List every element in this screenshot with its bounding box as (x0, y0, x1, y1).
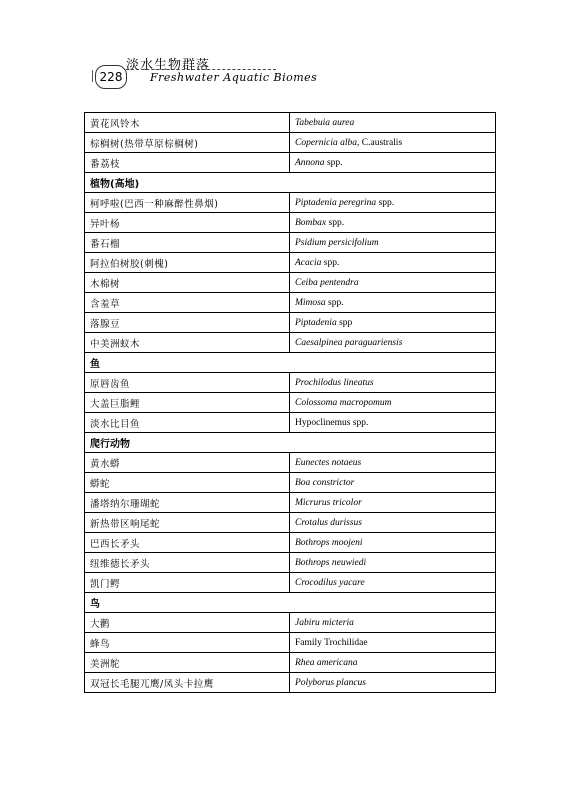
section-header-row (85, 353, 496, 373)
running-title-english: Freshwater Aquatic Biomes (150, 71, 318, 84)
scientific-name-italic: Jabiru micteria (295, 617, 354, 628)
scientific-name-roman: Family Trochilidae (295, 637, 368, 648)
scientific-name-italic: Crotalus durissus (295, 517, 362, 528)
table-row (85, 313, 496, 333)
common-name-cell: 纽维德长矛头 (85, 553, 290, 573)
scientific-name-italic: Tabebuia aurea (295, 117, 355, 128)
table-row (85, 573, 496, 593)
scientific-name-roman: spp. (376, 197, 395, 208)
scientific-name-cell (290, 613, 496, 633)
scientific-name-italic: Caesalpinea paraguariensis (295, 337, 403, 348)
common-name-cell: 美洲鸵 (85, 653, 290, 673)
scientific-name-cell (290, 653, 496, 673)
table-row (85, 293, 496, 313)
scientific-name-italic: Copernicia alba (295, 137, 358, 148)
common-name-cell: 落腺豆 (85, 313, 290, 333)
scientific-name-cell (290, 453, 496, 473)
common-name-cell: 番荔枝 (85, 153, 290, 173)
header-dashed-rule (126, 69, 276, 70)
scientific-name-cell (290, 113, 496, 133)
scientific-name-cell (290, 553, 496, 573)
running-title-chinese: 淡水生物群落 (126, 58, 211, 73)
table-row (85, 213, 496, 233)
table-row (85, 653, 496, 673)
table-row (85, 193, 496, 213)
table-row (85, 393, 496, 413)
scientific-name-italic: Rhea americana (295, 657, 358, 668)
scientific-name-cell (290, 333, 496, 353)
common-name-cell: 巴西长矛头 (85, 533, 290, 553)
scientific-name-cell (290, 573, 496, 593)
common-name-cell: 番石榴 (85, 233, 290, 253)
scientific-name-cell (290, 513, 496, 533)
page-number: 228 (95, 65, 127, 89)
common-name-cell: 淡水比目鱼 (85, 413, 290, 433)
scientific-name-roman: Hypoclinemus spp. (295, 417, 369, 428)
header-rule (92, 70, 93, 82)
scientific-name-cell (290, 153, 496, 173)
common-name-cell: 棕榈树(热带草原棕榈树) (85, 133, 290, 153)
scientific-name-cell (290, 493, 496, 513)
scientific-name-cell (290, 533, 496, 553)
table-row (85, 473, 496, 493)
scientific-name-cell (290, 133, 496, 153)
table-row (85, 453, 496, 473)
common-name-cell: 含羞草 (85, 293, 290, 313)
table-row (85, 613, 496, 633)
scientific-name-cell (290, 413, 496, 433)
common-name-cell: 蜂鸟 (85, 633, 290, 653)
scientific-name-italic: Psidium persicifolium (295, 237, 379, 248)
scientific-name-roman: spp. (325, 297, 344, 308)
section-header-row (85, 173, 496, 193)
table-row (85, 113, 496, 133)
section-header-row (85, 593, 496, 613)
scientific-name-italic: Colossoma macropomum (295, 397, 392, 408)
scientific-name-cell (290, 393, 496, 413)
common-name-cell: 木棉树 (85, 273, 290, 293)
table-row (85, 273, 496, 293)
table-row (85, 533, 496, 553)
scientific-name-italic: Prochilodus lineatus (295, 377, 374, 388)
table-row (85, 493, 496, 513)
scientific-name-cell (290, 473, 496, 493)
table-row (85, 413, 496, 433)
scientific-name-italic: Eunectes notaeus (295, 457, 362, 468)
scientific-name-italic: Acacia (295, 257, 322, 268)
common-name-cell: 潘塔纳尔珊瑚蛇 (85, 493, 290, 513)
scientific-name-roman: spp (336, 317, 353, 328)
section-label: 鸟 (85, 593, 496, 613)
common-name-cell: 中美洲蚁木 (85, 333, 290, 353)
scientific-name-cell (290, 633, 496, 653)
scientific-name-italic: Micrurus tricolor (295, 497, 362, 508)
scientific-name-italic: Annona (295, 157, 325, 168)
scientific-name-italic: Piptadenia (295, 317, 337, 328)
table-row (85, 253, 496, 273)
common-name-cell: 黄花风铃木 (85, 113, 290, 133)
scientific-name-roman: spp. (326, 217, 345, 228)
common-name-cell: 新热带区响尾蛇 (85, 513, 290, 533)
table-row (85, 153, 496, 173)
scientific-name-italic: Polyborus plancus (295, 677, 366, 688)
scientific-name-cell (290, 253, 496, 273)
table-row (85, 233, 496, 253)
common-name-cell: 凯门鳄 (85, 573, 290, 593)
section-label: 植物(高地) (85, 173, 496, 193)
common-name-cell: 原唇齿鱼 (85, 373, 290, 393)
table-row (85, 673, 496, 693)
scientific-name-roman: spp. (321, 257, 340, 268)
scientific-name-italic: Crocodilus yacare (295, 577, 365, 588)
table-row (85, 553, 496, 573)
scientific-name-italic: Boa constrictor (295, 477, 355, 488)
scientific-name-roman: spp. (324, 157, 343, 168)
common-name-cell: 黄水蟒 (85, 453, 290, 473)
species-table (84, 112, 496, 693)
scientific-name-cell (290, 273, 496, 293)
table-row (85, 633, 496, 653)
scientific-name-italic: Bombax (295, 217, 327, 228)
common-name-cell: 蟒蛇 (85, 473, 290, 493)
common-name-cell: 大盖巨脂鲤 (85, 393, 290, 413)
table-row (85, 133, 496, 153)
table-row (85, 513, 496, 533)
scientific-name-cell (290, 213, 496, 233)
species-table-body (85, 113, 496, 693)
scientific-name-italic: Ceiba pentendra (295, 277, 359, 288)
section-label: 鱼 (85, 353, 496, 373)
scientific-name-cell (290, 313, 496, 333)
section-label: 爬行动物 (85, 433, 496, 453)
scientific-name-italic: Piptadenia peregrina (295, 197, 377, 208)
scientific-name-roman: , C.australis (357, 137, 403, 148)
scientific-name-cell (290, 373, 496, 393)
scientific-name-italic: Bothrops neuwiedi (295, 557, 367, 568)
table-row (85, 373, 496, 393)
scientific-name-italic: Bothrops moojeni (295, 537, 363, 548)
scientific-name-cell (290, 233, 496, 253)
scientific-name-cell (290, 193, 496, 213)
section-header-row (85, 433, 496, 453)
table-row (85, 333, 496, 353)
scientific-name-cell (290, 293, 496, 313)
common-name-cell: 大鹳 (85, 613, 290, 633)
common-name-cell: 柯呼啦(巴西一种麻醉性鼻烟) (85, 193, 290, 213)
scientific-name-italic: Mimosa (295, 297, 326, 308)
common-name-cell: 阿拉伯树胶(刺槐) (85, 253, 290, 273)
common-name-cell: 异叶杨 (85, 213, 290, 233)
scientific-name-cell (290, 673, 496, 693)
page-header (0, 0, 570, 100)
common-name-cell: 双冠长毛腿兀鹰/凤头卡拉鹰 (85, 673, 290, 693)
